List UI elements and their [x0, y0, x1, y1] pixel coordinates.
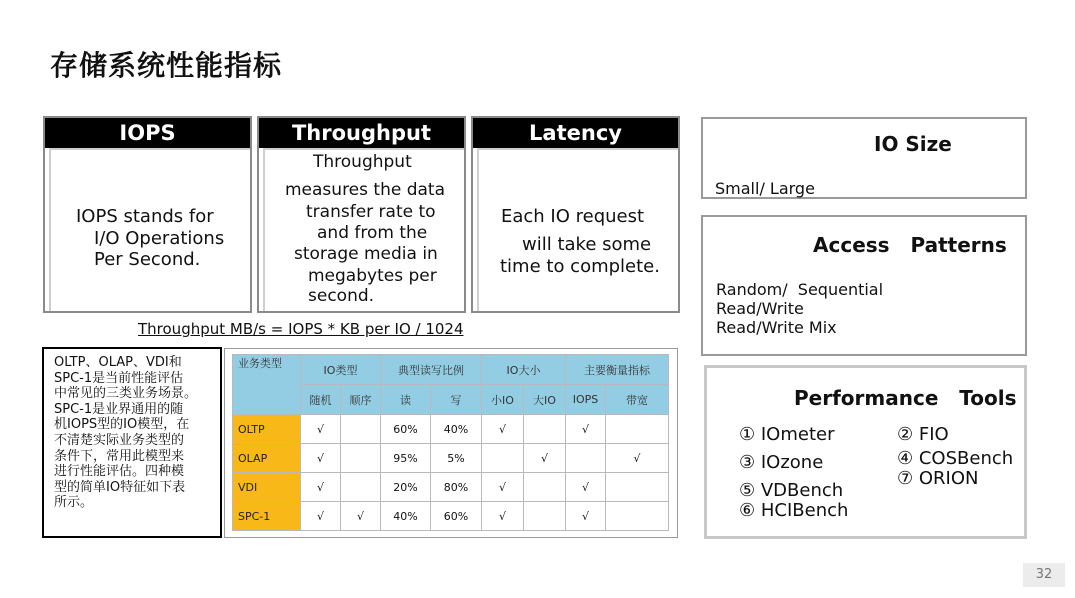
- table-cell: [606, 502, 669, 531]
- table-header-cell: 顺序: [341, 385, 381, 415]
- table-cell: [606, 415, 669, 444]
- table-cell: [341, 415, 381, 444]
- io-size-title: IO Size: [874, 132, 952, 156]
- description-line: 型的简单IO特征如下表: [54, 479, 186, 495]
- row-name: VDI: [233, 473, 301, 502]
- table-cell: [341, 473, 381, 502]
- throughput-formula: Throughput MB/s = IOPS * KB per IO / 1024: [138, 320, 464, 338]
- description-line: 不清楚实际业务类型的: [54, 432, 185, 448]
- tool-item: ③ IOzone: [739, 452, 824, 473]
- table-cell: 40%: [431, 415, 482, 444]
- table-header-cell: IO类型: [301, 355, 381, 385]
- throughput-line: megabytes per: [308, 266, 437, 286]
- table-header-cell: IOPS: [566, 385, 606, 415]
- table-header-cell: 随机: [301, 385, 341, 415]
- table-cell: 60%: [431, 502, 482, 531]
- description-line: OLTP、OLAP、VDI和: [54, 355, 182, 370]
- table-cell: √: [566, 473, 606, 502]
- description-line: SPC-1是业界通用的随: [54, 401, 184, 417]
- table-cell: [566, 444, 606, 473]
- iops-card-title: IOPS: [45, 118, 250, 148]
- latency-line: time to complete.: [500, 256, 660, 277]
- table-cell: √: [606, 444, 669, 473]
- table-header-cell: 写: [431, 385, 482, 415]
- throughput-card: [257, 116, 466, 313]
- table-header-row: [233, 355, 669, 385]
- table-cell: √: [482, 473, 524, 502]
- description-line: 条件下，常用此模型来: [54, 448, 185, 464]
- page-title: 存储系统性能指标: [50, 49, 283, 82]
- latency-line: will take some: [522, 234, 652, 255]
- table-header-cell: 主要衡量指标: [566, 355, 669, 385]
- iops-card: [43, 116, 252, 313]
- row-name: SPC-1: [233, 502, 301, 531]
- tool-item: ⑦ ORION: [897, 468, 979, 489]
- table-cell: [482, 444, 524, 473]
- table-cell: 80%: [431, 473, 482, 502]
- table-cell: 20%: [381, 473, 431, 502]
- table-cell: 5%: [431, 444, 482, 473]
- table-row: [233, 502, 669, 531]
- table-cell: √: [524, 444, 566, 473]
- table-header-cell: 小IO: [482, 385, 524, 415]
- iops-line: IOPS stands for: [76, 206, 214, 227]
- throughput-line: Throughput: [313, 152, 412, 172]
- table-cell: [524, 473, 566, 502]
- access-pattern-line: Random/ Sequential: [716, 280, 884, 299]
- table-cell: √: [566, 415, 606, 444]
- table-row: [233, 415, 669, 444]
- tool-item: ⑥ HCIBench: [739, 500, 849, 521]
- table-cell: [341, 444, 381, 473]
- throughput-card-title: Throughput: [259, 118, 464, 148]
- table-cell: 60%: [381, 415, 431, 444]
- table-header-cell: IO大小: [482, 355, 566, 385]
- table-cell: √: [301, 444, 341, 473]
- iops-line: I/O Operations: [94, 228, 225, 249]
- table-header-cell: 大IO: [524, 385, 566, 415]
- table-cell: √: [301, 415, 341, 444]
- table-cell: √: [341, 502, 381, 531]
- table-header-cell: 读: [381, 385, 431, 415]
- tool-item: ⑤ VDBench: [739, 480, 844, 501]
- throughput-line: transfer rate to: [306, 202, 436, 222]
- table-cell: √: [566, 502, 606, 531]
- description-line: 所示。: [54, 495, 94, 511]
- table-header-cell: 典型读写比例: [381, 355, 482, 385]
- io-feature-table: [232, 354, 669, 531]
- table-cell: √: [301, 473, 341, 502]
- table-row: [233, 444, 669, 473]
- io-feature-table-wrap: [224, 348, 678, 538]
- performance-tools-box: [704, 365, 1027, 539]
- tool-item: ④ COSBench: [897, 448, 1014, 469]
- access-pattern-line: Read/Write: [716, 299, 804, 318]
- description-line: SPC-1是当前性能评估: [54, 370, 184, 386]
- tool-item: ① IOmeter: [739, 424, 835, 445]
- throughput-line: second.: [308, 286, 375, 306]
- latency-card-title: Latency: [473, 118, 678, 148]
- throughput-line: measures the data: [285, 180, 445, 200]
- io-size-box: [701, 117, 1027, 199]
- io-size-text: Small/ Large: [715, 179, 815, 198]
- throughput-line: storage media in: [294, 244, 438, 264]
- throughput-line: and from the: [317, 223, 428, 243]
- table-cell: [524, 415, 566, 444]
- description-line: 机IOPS型的IO模型，在: [54, 417, 190, 433]
- description-line: 中常见的三类业务场景。: [54, 386, 198, 402]
- table-cell: √: [301, 502, 341, 531]
- access-patterns-title: Access Patterns: [813, 233, 1007, 257]
- table-cell: [606, 473, 669, 502]
- tool-item: ② FIO: [897, 424, 949, 445]
- iops-line: Per Second.: [94, 249, 201, 270]
- latency-line: Each IO request: [501, 206, 645, 227]
- table-cell: 40%: [381, 502, 431, 531]
- table-cell: 95%: [381, 444, 431, 473]
- table-header-cell: 业务类型: [233, 355, 301, 415]
- table-cell: √: [482, 502, 524, 531]
- scenario-description: [42, 347, 222, 538]
- description-line: 进行性能评估。四种模: [54, 464, 185, 480]
- table-row: [233, 473, 669, 502]
- row-name: OLTP: [233, 415, 301, 444]
- table-cell: [524, 502, 566, 531]
- access-patterns-box: [701, 215, 1027, 356]
- table-cell: √: [482, 415, 524, 444]
- performance-tools-title: Performance Tools: [794, 386, 1017, 410]
- latency-card: [471, 116, 680, 313]
- page-number: 32: [1023, 563, 1065, 587]
- table-header-cell: 带宽: [606, 385, 669, 415]
- row-name: OLAP: [233, 444, 301, 473]
- access-pattern-line: Read/Write Mix: [716, 318, 837, 337]
